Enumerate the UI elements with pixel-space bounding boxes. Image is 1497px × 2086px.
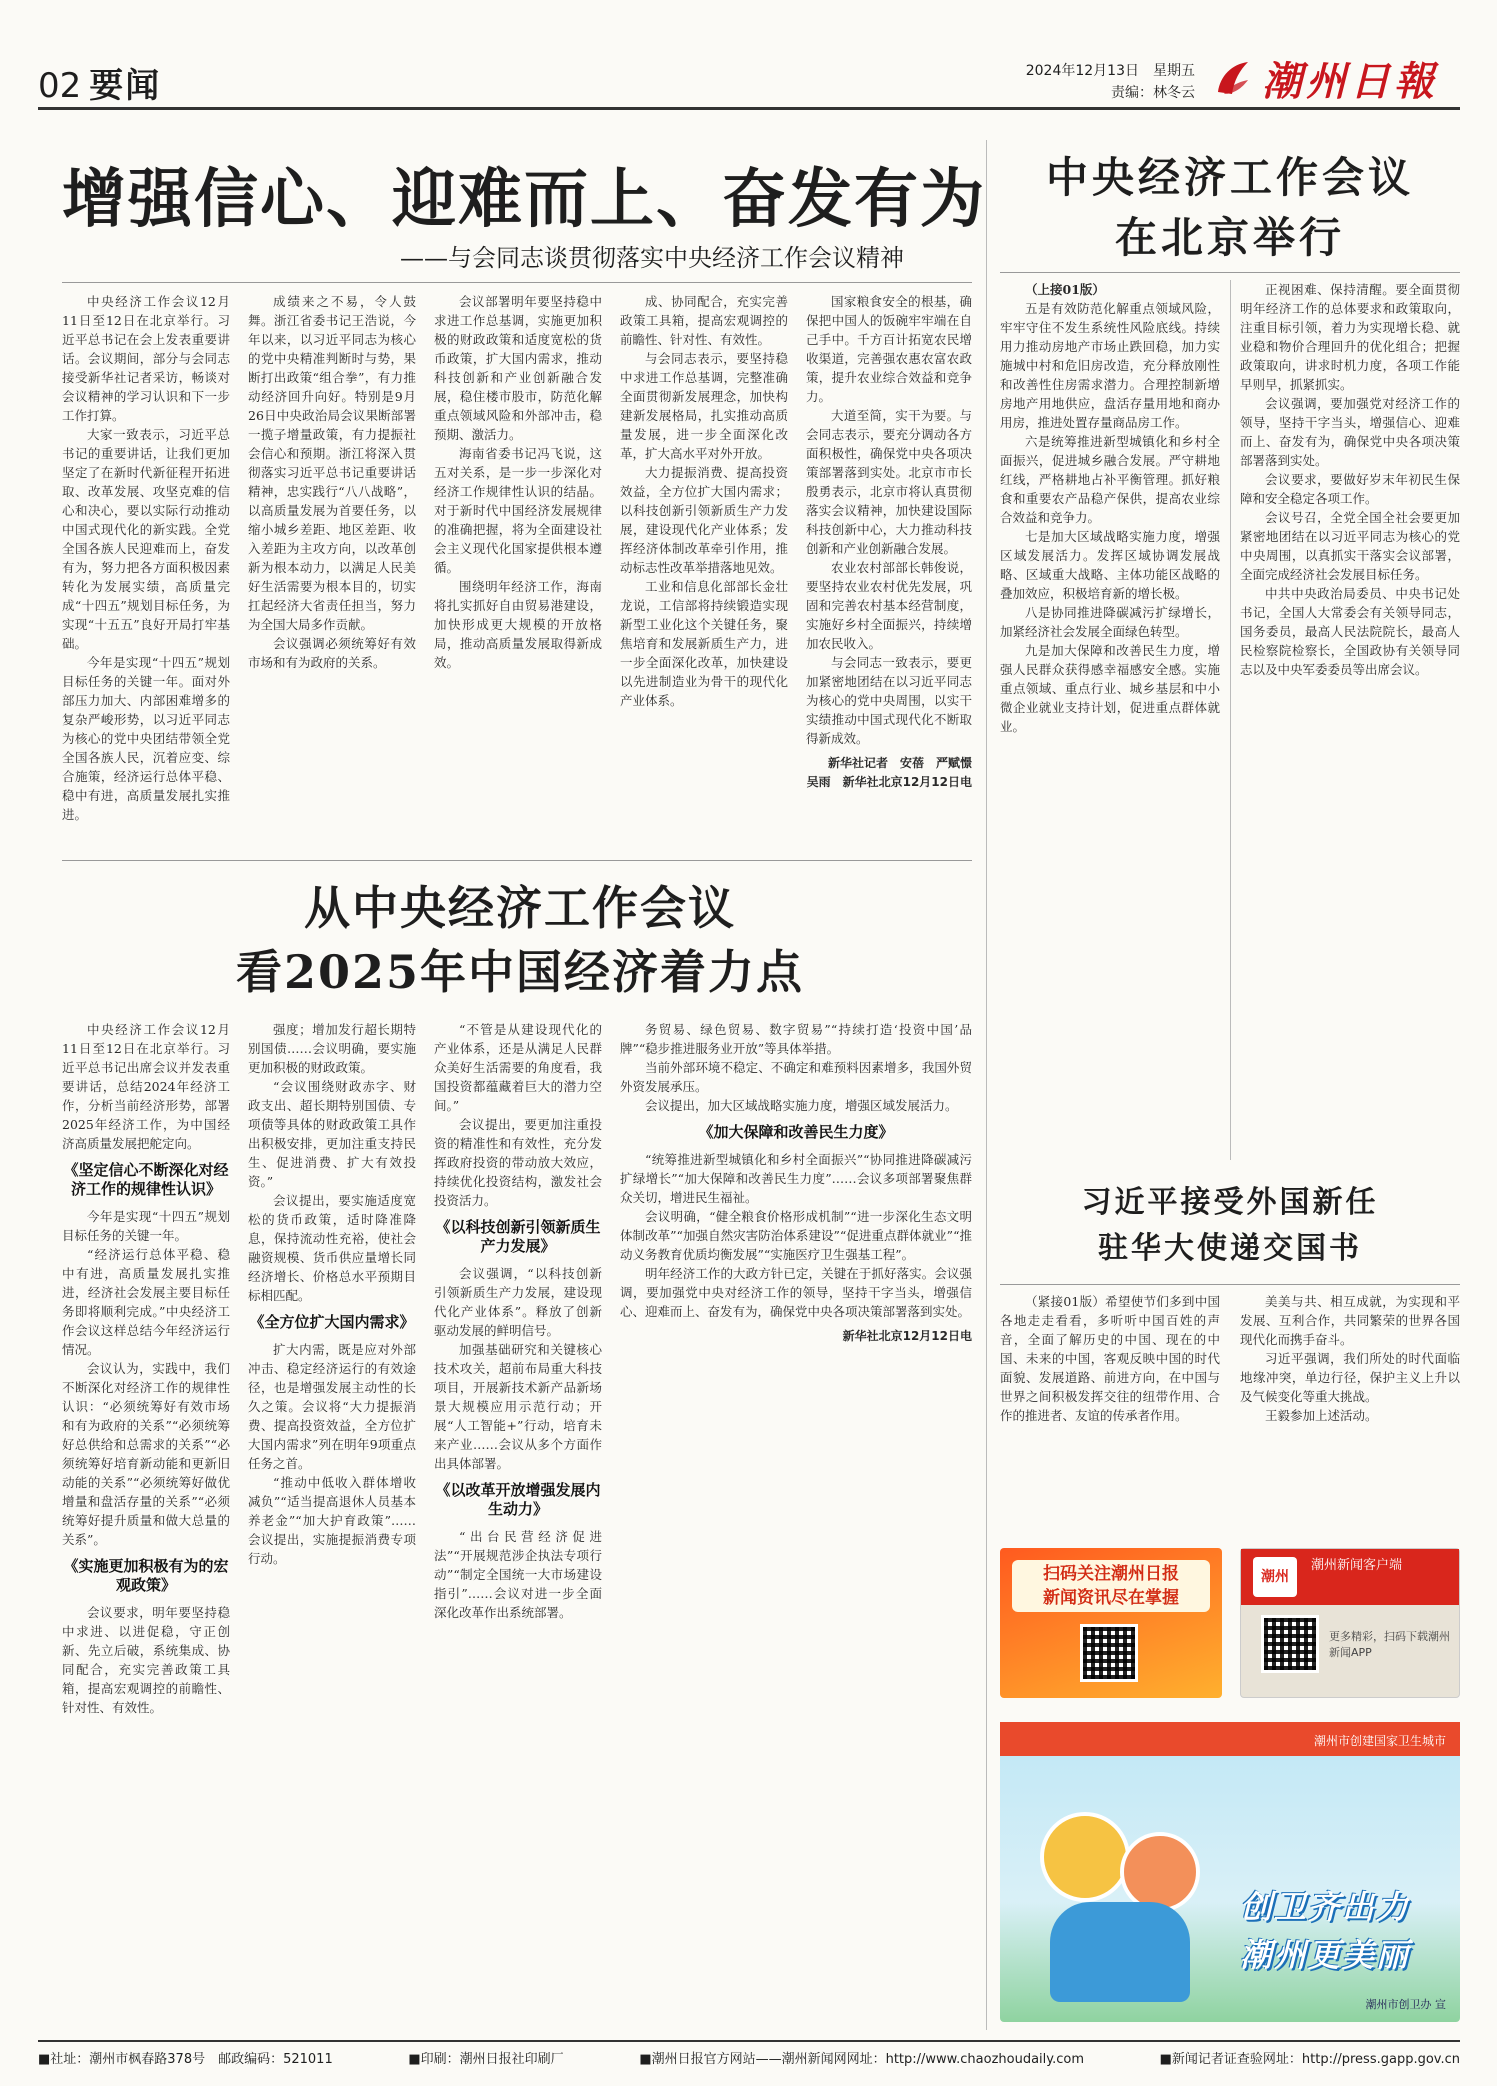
ad2-header bbox=[1241, 1549, 1459, 1605]
ad3-header: 潮州市创建国家卫生城市 bbox=[1000, 1722, 1460, 1756]
paragraph: （上接01版） bbox=[1025, 282, 1105, 297]
paragraph: 中共中央政治局委员、中央书记处书记，全国人大常委会有关领导同志，国务委员，最高人民法院院长，最高人民检察院检察长，全国政协有关领导同志以及中央军委委员等出席会议。 bbox=[1240, 586, 1460, 677]
paragraph: 农业农村部部长韩俊说，要坚持农业农村优先发展，巩固和完善农村基本经营制度，实施好乡村全面振兴，持续增加农民收入。 bbox=[806, 560, 972, 651]
paragraph: 正视困难、保持清醒。要全面贯彻明年经济工作的总体要求和政策取向，注重目标引领，着力为实现增长稳、就业稳和物价合理回升的优化组合；把握政策取向，讲求时机力度，各项工作能早则早，抓紧抓实。 bbox=[1240, 282, 1460, 392]
paragraph: “推动中低收入群体增收减负”“适当提高退休人员基本养老金”“加大护育政策”……会议提出，实施提振消费专项行动。 bbox=[248, 1475, 416, 1566]
paragraph: 成绩来之不易，令人鼓舞。浙江省委书记王浩说，今年以来，以习近平同志为核心的党中央精准判断时与势，果断打出政策“组合拳”，有力推动经济回升向好。特别是9月26日中央政治局会议果断部署一揽子增量政策，有力提振社会信心和预期。浙江将深入贯彻落实习近平总书记重要讲话精神，忠实践行“八八战略”，以高质量发展为首要任务，以缩小城乡差距、地区差距、收入差距为主攻方向，以改革创新为根本动力，以满足人民美好生活需要为根本目的，切实扛起经济大省责任担当，努力为全国大局多作贡献。 bbox=[248, 294, 416, 632]
paragraph: 习近平强调，我们所处的时代面临地缘冲突，单边行径，保护主义上升以及气候变化等重大挑战。 bbox=[1240, 1351, 1460, 1404]
paragraph: 当前外部环境不稳定、不确定和难预料因素增多，我国外贸外资发展承压。 bbox=[620, 1060, 972, 1094]
issue-meta bbox=[955, 60, 1195, 104]
right1-column-2 bbox=[1240, 280, 1460, 1160]
app-logo-icon: 潮州 bbox=[1253, 1557, 1297, 1597]
right-headline-2-line-1: 习近平接受外国新任 bbox=[1081, 1185, 1379, 1220]
mascot-icon bbox=[1120, 1832, 1200, 1912]
right-headline-1-line-1: 中央经济工作会议 bbox=[1045, 153, 1414, 202]
right-headline-1-line-2: 在北京举行 bbox=[1114, 213, 1345, 262]
ad1-banner bbox=[1012, 1560, 1210, 1612]
paragraph: 强度；增加发行超长期特别国债……会议明确，要实施更加积极的财政政策。 bbox=[248, 1022, 416, 1075]
paragraph: 会议强调必须统筹好有效市场和有为政府的关系。 bbox=[248, 636, 416, 670]
page-number: 02 bbox=[38, 66, 82, 106]
paragraph: 今年是实现“十四五”规划目标任务的关键一年。面对外部压力加大、内部困难增多的复杂严峻形势，以习近平同志为核心的党中央团结带领全党全国各族人民，沉着应变、综合施策，经济运行总体平稳、稳中有进，高质量发展扎实推进。 bbox=[62, 655, 230, 822]
subhead: 《加大保障和改善民生力度》 bbox=[698, 1123, 894, 1141]
header-rule bbox=[38, 107, 1460, 110]
right-rule-1 bbox=[1000, 272, 1460, 273]
paragraph: 五是有效防范化解重点领域风险，牢牢守住不发生系统性风险底线。持续用力推动房地产市场止跌回稳，加力实施城中村和危旧房改造，充分释放刚性和改善性住房需求潜力。合理控制新增房地产用地供应，盘活存量用地和商办用房，推进处置存量商品房工作。 bbox=[1000, 301, 1220, 430]
paragraph: 七是加大区域战略实施力度，增强区域发展活力。发挥区域协调发展战略、区域重大战略、主体功能区战略的叠加效应，积极培育新的增长极。 bbox=[1000, 529, 1220, 601]
right1-column-1 bbox=[1000, 280, 1220, 1160]
paragraph: （紧接01版）希望使节们多到中国各地走走看看，多听听中国百姓的声音，全面了解历史的中国、现在的中国、未来的中国，客观反映中国的时代面貌、发展道路、前进方向，在中国与世界之间积极发挥交往的纽带作用、合作的推进者、友谊的传承者作用。 bbox=[1000, 1294, 1220, 1423]
paragraph: 会议强调，“以科技创新引领新质生产力发展，建设现代化产业体系”。释放了创新驱动发展的鲜明信号。 bbox=[434, 1266, 602, 1338]
paragraph: 与会同志表示，要坚持稳中求进工作总基调，完整准确全面贯彻新发展理念，加快构建新发展格局，扎实推动高质量发展，进一步全面深化改革，扩大高水平对外开放。 bbox=[620, 351, 788, 461]
paragraph: 王毅参加上述活动。 bbox=[1265, 1408, 1378, 1423]
paragraph: 六是统筹推进新型城镇化和乡村全面振兴，促进城乡融合发展。严守耕地红线，严格耕地占补平衡管理。抓好粮食和重要农产品稳产保供，提高农业综合效益和竞争力。 bbox=[1000, 434, 1220, 525]
column-divider bbox=[986, 140, 987, 2030]
ad3-slogan-2: 潮州更美丽 bbox=[1240, 1936, 1411, 1974]
paragraph: 会议提出，加大区域战略实施力度，增强区域发展活力。 bbox=[645, 1098, 958, 1113]
paragraph: “不管是从建设现代化的产业体系，还是从满足人民群众美好生活需要的角度看，我国投资都蕴藏着巨大的潜力空间。” bbox=[434, 1022, 602, 1113]
subhead: 《以改革开放增强发展内生动力》 bbox=[435, 1481, 601, 1518]
second-column-4 bbox=[620, 1020, 972, 2030]
paragraph: 美美与共、相互成就，为实现和平发展、互利合作，共同繁荣的世界各国现代化而携手奋斗。 bbox=[1240, 1294, 1460, 1347]
logo-emblem-icon bbox=[1210, 56, 1254, 100]
right2-column-1 bbox=[1000, 1292, 1220, 1520]
paragraph: 加强基础研究和关键核心技术攻关，超前布局重大科技项目，开展新技术新产品新场景大规模应用示范行动；开展“人工智能+”行动，培育未来产业……会议从多个方面作出具体部署。 bbox=[434, 1342, 602, 1471]
paragraph: 大道至简，实干为要。与会同志表示，要充分调动各方面积极性，确保党中央各项决策部署落到实处。北京市市长殷勇表示，北京市将认真贯彻落实会议精神，加快建设国际科技创新中心，大力推动科技创新和产业创新融合发展。 bbox=[806, 408, 972, 556]
paragraph: 中央经济工作会议12月11日至12日在北京举行。习近平总书记在会上发表重要讲话。会议期间，部分与会同志接受新华社记者采访，畅谈对会议精神的学习认识和下一步工作打算。 bbox=[62, 294, 230, 423]
ad1-line-1: 扫码关注潮州日报 bbox=[1043, 1564, 1179, 1584]
mascot-icon bbox=[1040, 1812, 1130, 1902]
paragraph: “出台民营经济促进法”“开展规范涉企执法专项行动”“制定全国统一大市场建设指引”……会议对进一步全面深化改革作出系统部署。 bbox=[434, 1529, 602, 1620]
ad1-line-2: 新闻资讯尽在掌握 bbox=[1043, 1588, 1179, 1608]
subhead: 《以科技创新引领新质生产力发展》 bbox=[435, 1218, 601, 1255]
ad2-brand: 潮州新闻客户端 bbox=[1311, 1558, 1403, 1573]
paragraph: 九是加大保障和改善民生力度，增强人民群众获得感幸福感安全感。实施重点领域、重点行业、城乡基层和中小微企业就业支持计划，促进重点群体就业。 bbox=[1000, 643, 1220, 734]
paragraph: 会议要求，要做好岁末年初民生保障和安全稳定各项工作。 bbox=[1240, 472, 1460, 506]
paragraph: “会议围绕财政赤字、财政支出、超长期特别国债、专项债等具体的财政政策工具作出积极安排，更加注重支持民生、促进消费、扩大有效投资。” bbox=[248, 1079, 416, 1189]
ad2-caption: 更多精彩，扫码下载潮州新闻APP bbox=[1329, 1630, 1450, 1659]
paragraph: 会议强调，要加强党对经济工作的领导，坚持干字当头，增强信心、迎难而上、奋发有为，确保党中央各项决策部署落到实处。 bbox=[1240, 396, 1460, 468]
newspaper-logo bbox=[1210, 52, 1460, 104]
footer-address: ■社址：潮州市枫春路378号 邮政编码：521011 bbox=[38, 2052, 333, 2067]
lead-subheadline: ——与会同志谈贯彻落实中央经济工作会议精神 bbox=[400, 244, 904, 272]
lead-column-1 bbox=[62, 292, 230, 848]
paragraph: 国家粮食安全的根基，确保把中国人的饭碗牢牢端在自己手中。千方百计拓宽农民增收渠道，完善强农惠农富农政策，提升农业综合效益和竞争力。 bbox=[806, 294, 972, 404]
paragraph: 会议提出，要更加注重投资的精准性和有效性，充分发挥政府投资的带动放大效应，持续优化投资结构，激发社会投资活力。 bbox=[434, 1117, 602, 1208]
right-headline-2 bbox=[1000, 1180, 1460, 1272]
lead-column-5 bbox=[806, 292, 985, 848]
second-headline bbox=[160, 876, 880, 1004]
subhead: 《全方位扩大国内需求》 bbox=[249, 1313, 415, 1331]
paragraph: 今年是实现“十四五”规划目标任务的关键一年。 bbox=[62, 1209, 230, 1243]
footer-verify[interactable]: ■新闻记者证查验网址：http://press.gapp.gov.cn bbox=[1159, 2052, 1460, 2067]
page-header bbox=[38, 58, 161, 107]
footer-website[interactable]: ■潮州日报官方网站——潮州新闻网网址：http://www.chaozhoudaily.com bbox=[639, 2052, 1084, 2067]
second-column-2 bbox=[248, 1020, 416, 2030]
second-column-1 bbox=[62, 1020, 230, 2030]
right-headline-1 bbox=[1000, 148, 1460, 268]
ad3-slogan-1: 创卫齐出力 bbox=[1240, 1888, 1411, 1926]
paragraph: 大家一致表示，习近平总书记的重要讲话，让我们更加坚定了在新时代新征程开拓进取、改革发展、攻坚克难的信心和决心，要以实际行动推动中国式现代化的新实践。全党全国各族人民迎难而上，奋发有为，努力把各方面积极因素转化为发展实绩，高质量完成“十四五”规划目标任务，为实现“十五五”良好开局打牢基础。 bbox=[62, 427, 230, 651]
paragraph: 会议号召，全党全国全社会要更加紧密地团结在以习近平同志为核心的党中央周围，以真抓实干落实会议部署，全面完成经济社会发展目标任务。 bbox=[1240, 510, 1460, 582]
paragraph: 明年经济工作的大政方针已定，关键在于抓好落实。会议强调，要加强党中央对经济工作的领导，坚持干字当头，增强信心、迎难而上、奋发有为，确保党中央各项决策部署落到实处。 bbox=[620, 1266, 972, 1319]
paragraph: 围绕明年经济工作，海南将扎实抓好自由贸易港建设，加快形成更大规模的开放格局，推动高质量发展取得新成效。 bbox=[434, 579, 602, 670]
paragraph: 成、协同配合，充实完善政策工具箱，提高宏观调控的前瞻性、针对性、有效性。 bbox=[620, 294, 788, 347]
paragraph: 扩大内需，既是应对外部冲击、稳定经济运行的有效途径，也是增强发展主动性的长久之策。会议将“大力提振消费、提高投资效益，全方位扩大国内需求”列在明年9项重点任务之首。 bbox=[248, 1342, 416, 1471]
qr-code-icon[interactable] bbox=[1261, 1615, 1319, 1673]
editor-credit: 责编：林冬云 bbox=[1111, 85, 1195, 101]
paper-name: 潮州日報 bbox=[1262, 57, 1438, 105]
lead-column-3 bbox=[434, 292, 602, 848]
qr-code-icon[interactable] bbox=[1080, 1624, 1138, 1682]
section-name: 要闻 bbox=[89, 66, 162, 106]
second-byline: 新华社北京12月12日电 bbox=[842, 1329, 972, 1343]
second-headline-line-2: 看2025年中国经济着力点 bbox=[235, 945, 805, 999]
paragraph: 会议认为，实践中，我们不断深化对经济工作的规律性认识：“必须统筹好有效市场和有为政府的关系”“必须统筹好总供给和总需求的关系”“必须统筹好培育新动能和更新旧动能的关系”“必须统筹好做优增量和盘活存量的关系”“必须统筹好提升质量和做大总量的关系”。 bbox=[62, 1361, 230, 1547]
paragraph: 与会同志一致表示，要更加紧密地团结在以习近平同志为核心的党中央周围，以实干实绩推动中国式现代化不断取得新成效。 bbox=[806, 655, 972, 746]
second-column-3 bbox=[434, 1020, 602, 2030]
paragraph: 会议部署明年要坚持稳中求进工作总基调，实施更加积极的财政政策和适度宽松的货币政策，扩大国内需求，推动科技创新和产业创新融合发展，稳住楼市股市，防范化解重点领域风险和外部冲击，稳预期、激活力。 bbox=[434, 294, 602, 442]
lead-headline: 增强信心、迎难而上、奋发有为 bbox=[62, 162, 986, 237]
footer-rule bbox=[38, 2040, 1460, 2042]
lead-column-2 bbox=[248, 292, 416, 848]
ad3-credit: 潮州市创卫办 宣 bbox=[1365, 1998, 1446, 2011]
right2-column-2 bbox=[1240, 1292, 1460, 1520]
paragraph: 会议明确，“健全粮食价格形成机制”“进一步深化生态文明体制改革”“加强自然灾害防治体系建设”“促进重点群体就业”“推动义务教育优质均衡发展”“实施医疗卫生强基工程”。 bbox=[620, 1209, 972, 1262]
footer-printer: ■印刷：潮州日报社印刷厂 bbox=[408, 2052, 564, 2067]
lead-column-4 bbox=[620, 292, 788, 848]
section-rule bbox=[62, 860, 972, 861]
paragraph: “经济运行总体平稳、稳中有进，高质量发展扎实推进，经济社会发展主要目标任务即将顺利完成。”中央经济工作会议这样总结今年经济运行情况。 bbox=[62, 1247, 230, 1357]
lead-byline: 新华社记者 安蓓 严赋憬 吴雨 新华社北京12月12日电 bbox=[806, 756, 985, 789]
ad-follow-newspaper[interactable] bbox=[1000, 1548, 1222, 1698]
paragraph: 工业和信息化部部长金壮龙说，工信部将持续锻造实现新型工业化这个关键任务，聚焦培育和发展新质生产力，进一步全面深化改革，加快建设以先进制造业为骨干的现代化产业体系。 bbox=[620, 579, 788, 708]
paragraph: “统筹推进新型城镇化和乡村全面振兴”“协同推进降碳减污扩绿增长”“加大保障和改善民生力度”……会议多项部署聚焦群众关切，增进民生福祉。 bbox=[620, 1152, 972, 1205]
ad-news-app[interactable] bbox=[1240, 1548, 1460, 1698]
paragraph: 八是协同推进降碳减污扩绿增长，加紧经济社会发展全面绿色转型。 bbox=[1000, 605, 1220, 639]
right-rule-2 bbox=[1000, 1284, 1460, 1285]
paragraph: 会议要求，明年要坚持稳中求进、以进促稳，守正创新、先立后破，系统集成、协同配合，充实完善政策工具箱，提高宏观调控的前瞻性、针对性、有效性。 bbox=[62, 1605, 230, 1715]
paragraph: 会议提出，要实施适度宽松的货币政策，适时降准降息，保持流动性充裕，使社会融资规模、货币供应量增长同经济增长、价格总水平预期目标相匹配。 bbox=[248, 1193, 416, 1303]
column-divider bbox=[1230, 280, 1231, 1160]
mascot-body-icon bbox=[1050, 1902, 1190, 2002]
paragraph: 中央经济工作会议12月11日至12日在北京举行。习近平总书记出席会议并发表重要讲话，总结2024年经济工作，分析当前经济形势，部署2025年经济工作，为中国经济高质量发展把舵定向。 bbox=[62, 1022, 230, 1151]
second-headline-line-1: 从中央经济工作会议 bbox=[304, 881, 736, 935]
paragraph: 大力提振消费、提高投资效益，全方位扩大国内需求；以科技创新引领新质生产力发展，建设现代化产业体系；发挥经济体制改革牵引作用，推动标志性改革举措落地见效。 bbox=[620, 465, 788, 575]
issue-date: 2024年12月13日 星期五 bbox=[1025, 63, 1195, 79]
subhead: 《实施更加积极有为的宏观政策》 bbox=[63, 1557, 229, 1594]
subhead: 《坚定信心不断深化对经济工作的规律性认识》 bbox=[63, 1161, 229, 1198]
paragraph: 务贸易、绿色贸易、数字贸易”“持续打造‘投资中国’品牌”“稳步推进服务业开放”等具体举措。 bbox=[620, 1022, 972, 1056]
paragraph: 海南省委书记冯飞说，这五对关系，是一步一步深化对经济工作规律性认识的结晶。对于新时代中国经济发展规律的准确把握，将为全面建设社会主义现代化国家提供根本遵循。 bbox=[434, 446, 602, 575]
right-headline-2-line-2: 驻华大使递交国书 bbox=[1098, 1231, 1362, 1266]
ad-civic-campaign bbox=[1000, 1722, 1460, 2022]
footer bbox=[38, 2048, 1460, 2067]
lead-rule bbox=[62, 282, 972, 283]
